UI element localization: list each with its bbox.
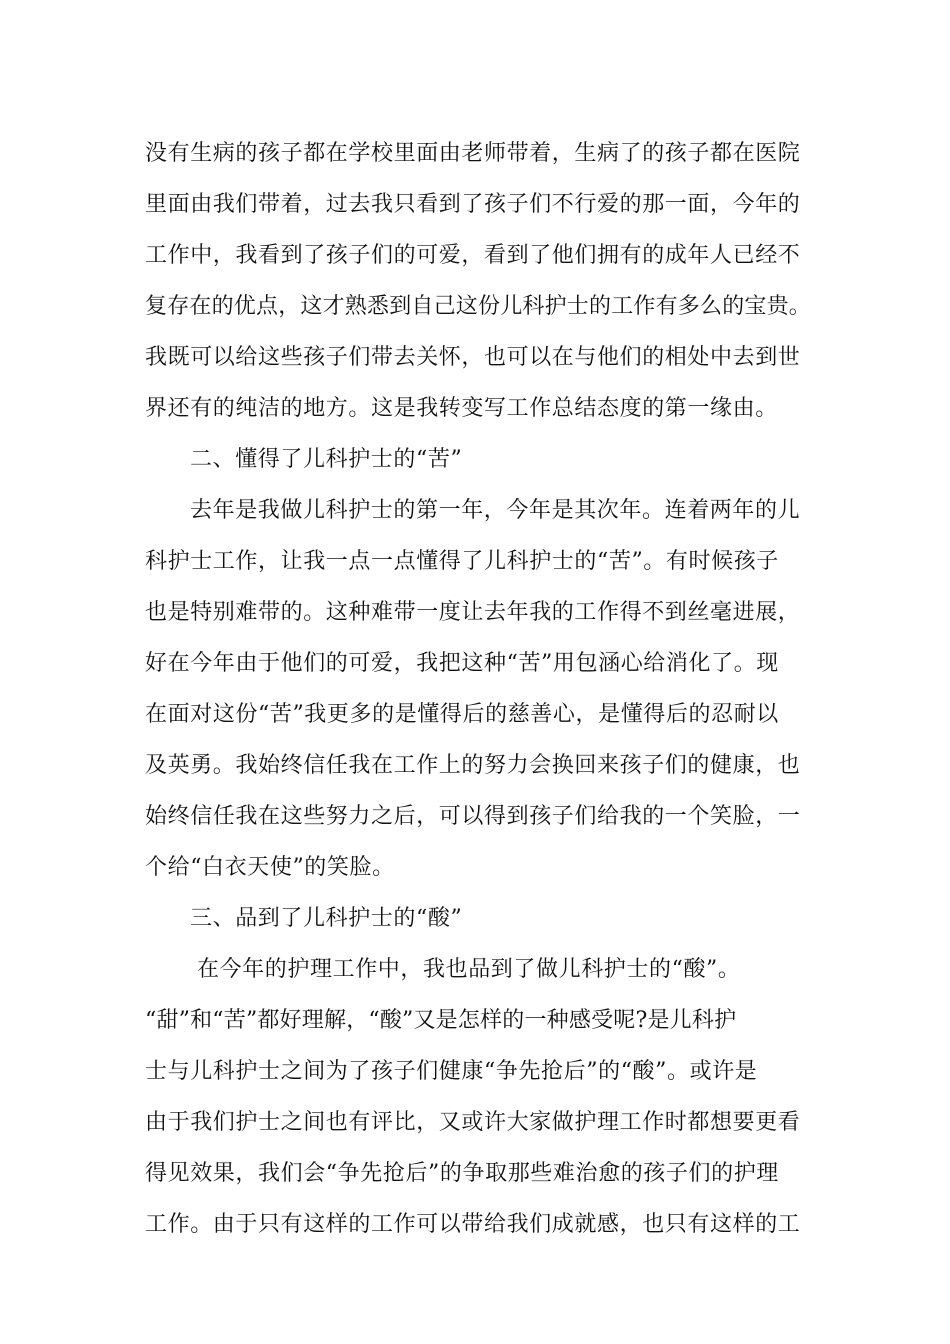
paragraph-line: 士与儿科护士之间为了孩子们健康“争先抢后”的“酸”。或许是	[145, 1059, 758, 1084]
paragraph-line: 复存在的优点，这才熟悉到自己这份儿科护士的工作有多么的宝贵。	[145, 294, 812, 319]
paragraph-line: 由于我们护士之间也有评比，又或许大家做护理工作时都想要更看	[145, 1110, 801, 1135]
paragraph-line: 科护士工作，让我一点一点懂得了儿科护士的“苦”。有时候孩子	[145, 549, 779, 574]
paragraph-line: 工作。由于只有这样的工作可以带给我们成就感，也只有这样的工	[145, 1212, 801, 1237]
paragraph-line: “甜”和“苦”都好理解，“酸”又是怎样的一种感受呢?是儿科护	[145, 1008, 737, 1033]
paragraph-line: 好在今年由于他们的可爱，我把这种“苦”用包涵心给消化了。现	[145, 651, 779, 676]
paragraph-line: 及英勇。我始终信任我在工作上的努力会换回来孩子们的健康，也	[145, 753, 801, 778]
paragraph-line: 工作中，我看到了孩子们的可爱，看到了他们拥有的成年人已经不	[145, 243, 801, 268]
paragraph-line: 没有生病的孩子都在学校里面由老师带着，生病了的孩子都在医院	[145, 141, 801, 166]
paragraph-line: 得见效果，我们会“争先抢后”的争取那些难治愈的孩子们的护理	[145, 1161, 779, 1186]
paragraph-line: 里面由我们带着，过去我只看到了孩子们不行爱的那一面，今年的	[145, 192, 801, 217]
document-body	[145, 128, 815, 1250]
paragraph-line: 我既可以给这些孩子们带去关怀，也可以在与他们的相处中去到世	[145, 345, 801, 370]
paragraph-line: 界还有的纯洁的地方。这是我转变写工作总结态度的第一缘由。	[145, 396, 778, 421]
section-heading-2: 二、懂得了儿科护士的“苦”	[190, 447, 463, 472]
paragraph-line: 在面对这份“苦”我更多的是懂得后的慈善心，是懂得后的忍耐以	[145, 702, 779, 727]
paragraph-line: 去年是我做儿科护士的第一年，今年是其次年。连着两年的儿	[190, 498, 801, 523]
paragraph-line: 也是特别难带的。这种难带一度让去年我的工作得不到丝毫进展，	[145, 600, 801, 625]
paragraph-line: 个给“白衣天使”的笑脸。	[145, 855, 395, 880]
paragraph-line: 始终信任我在这些努力之后，可以得到孩子们给我的一个笑脸，一	[145, 804, 801, 829]
section-heading-3: 三、品到了儿科护士的“酸”	[190, 906, 463, 931]
paragraph-line: 在今年的护理工作中，我也品到了做儿科护士的“酸”。	[197, 957, 741, 982]
